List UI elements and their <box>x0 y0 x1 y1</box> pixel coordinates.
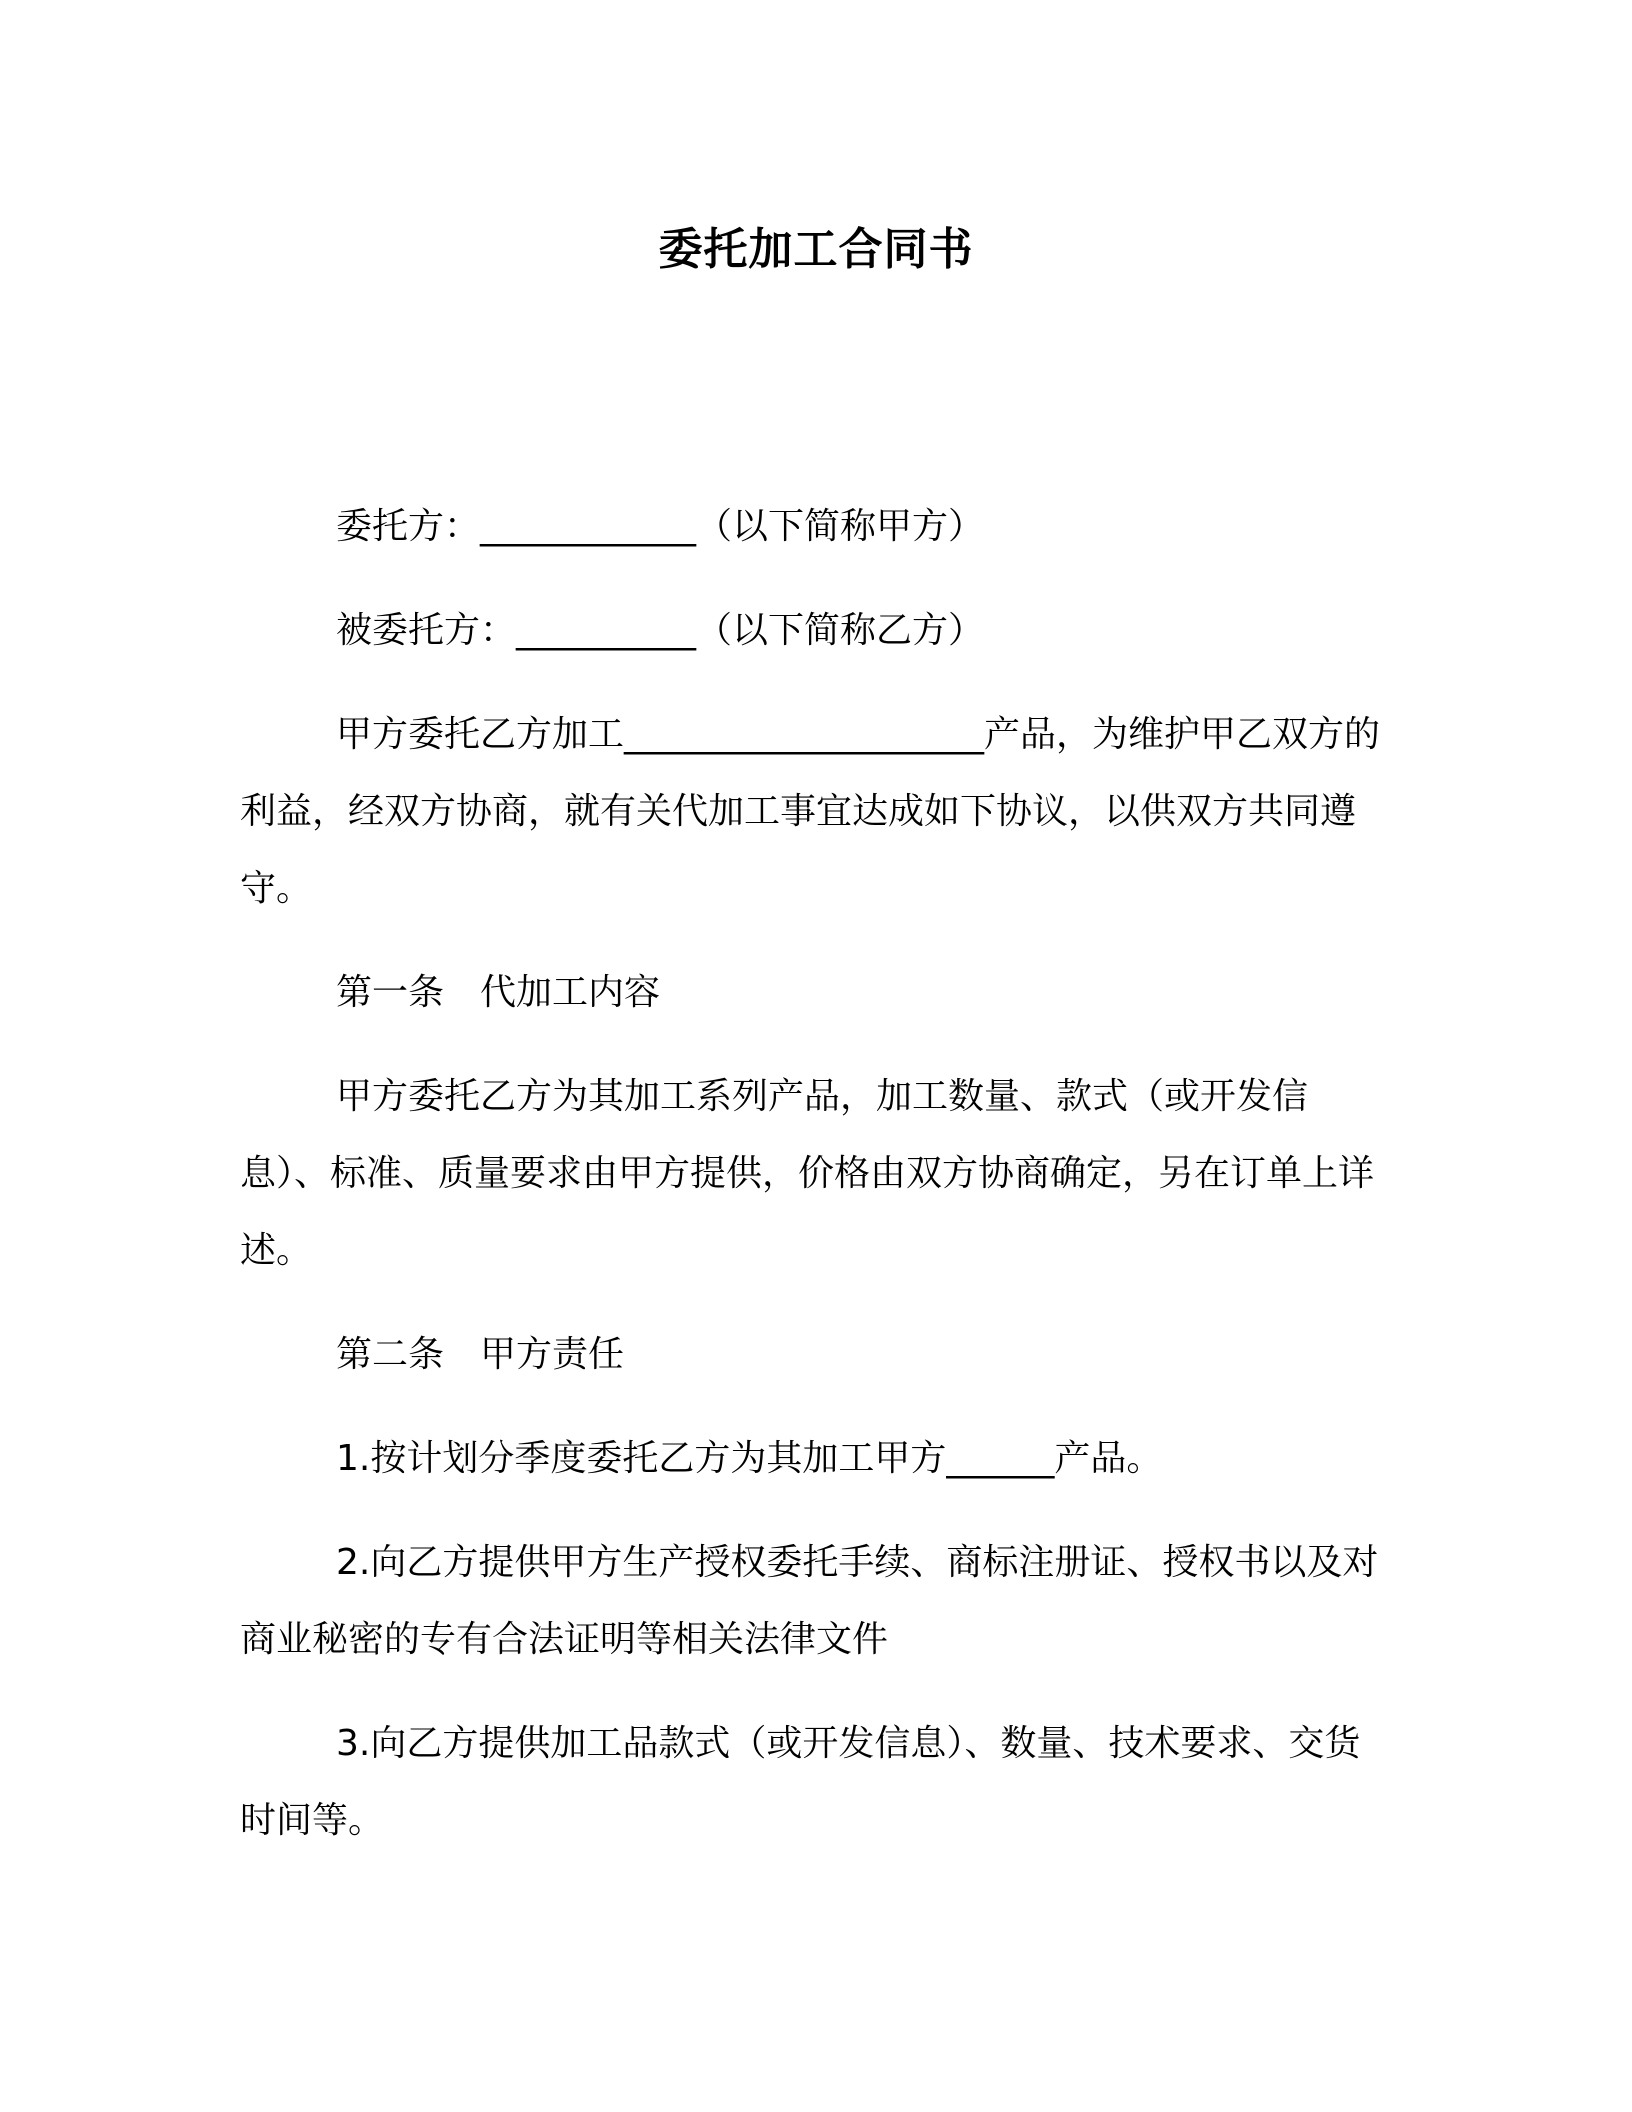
article-2-number: 第二条 <box>336 1334 445 1375</box>
article-1-heading <box>240 954 1392 1031</box>
contractor-line: 被委托方：__________（以下简称乙方） <box>336 610 985 651</box>
article-1-content: 甲方委托乙方为其加工系列产品，加工数量、款式（或开发信息）、标准、质量要求由甲方提供，价格由双方协商确定，另在订单上详述。 <box>240 1076 1375 1271</box>
document-title: 委托加工合同书 <box>658 224 974 275</box>
article-2-item-3: 3.向乙方提供加工品款式（或开发信息）、数量、技术要求、交货时间等。 <box>240 1723 1361 1841</box>
article-2-title: 甲方责任 <box>480 1334 625 1375</box>
intro-paragraph: 甲方委托乙方加工____________________产品，为维护甲乙双方的利益，经双方协商，就有关代加工事宜达成如下协议，以供双方共同遵守。 <box>240 714 1381 909</box>
article-2-item-1: 1.按计划分季度委托乙方为其加工甲方______产品。 <box>336 1438 1163 1479</box>
article-2-heading <box>240 1316 1392 1393</box>
article-1-number: 第一条 <box>336 972 445 1013</box>
article-1-title: 代加工内容 <box>480 972 661 1013</box>
article-2-item-2: 2.向乙方提供甲方生产授权委托手续、商标注册证、授权书以及对商业秘密的专有合法证明等相关法律文件 <box>240 1542 1379 1660</box>
client-line: 委托方：____________（以下简称甲方） <box>336 506 985 547</box>
document-body <box>240 488 1392 1859</box>
